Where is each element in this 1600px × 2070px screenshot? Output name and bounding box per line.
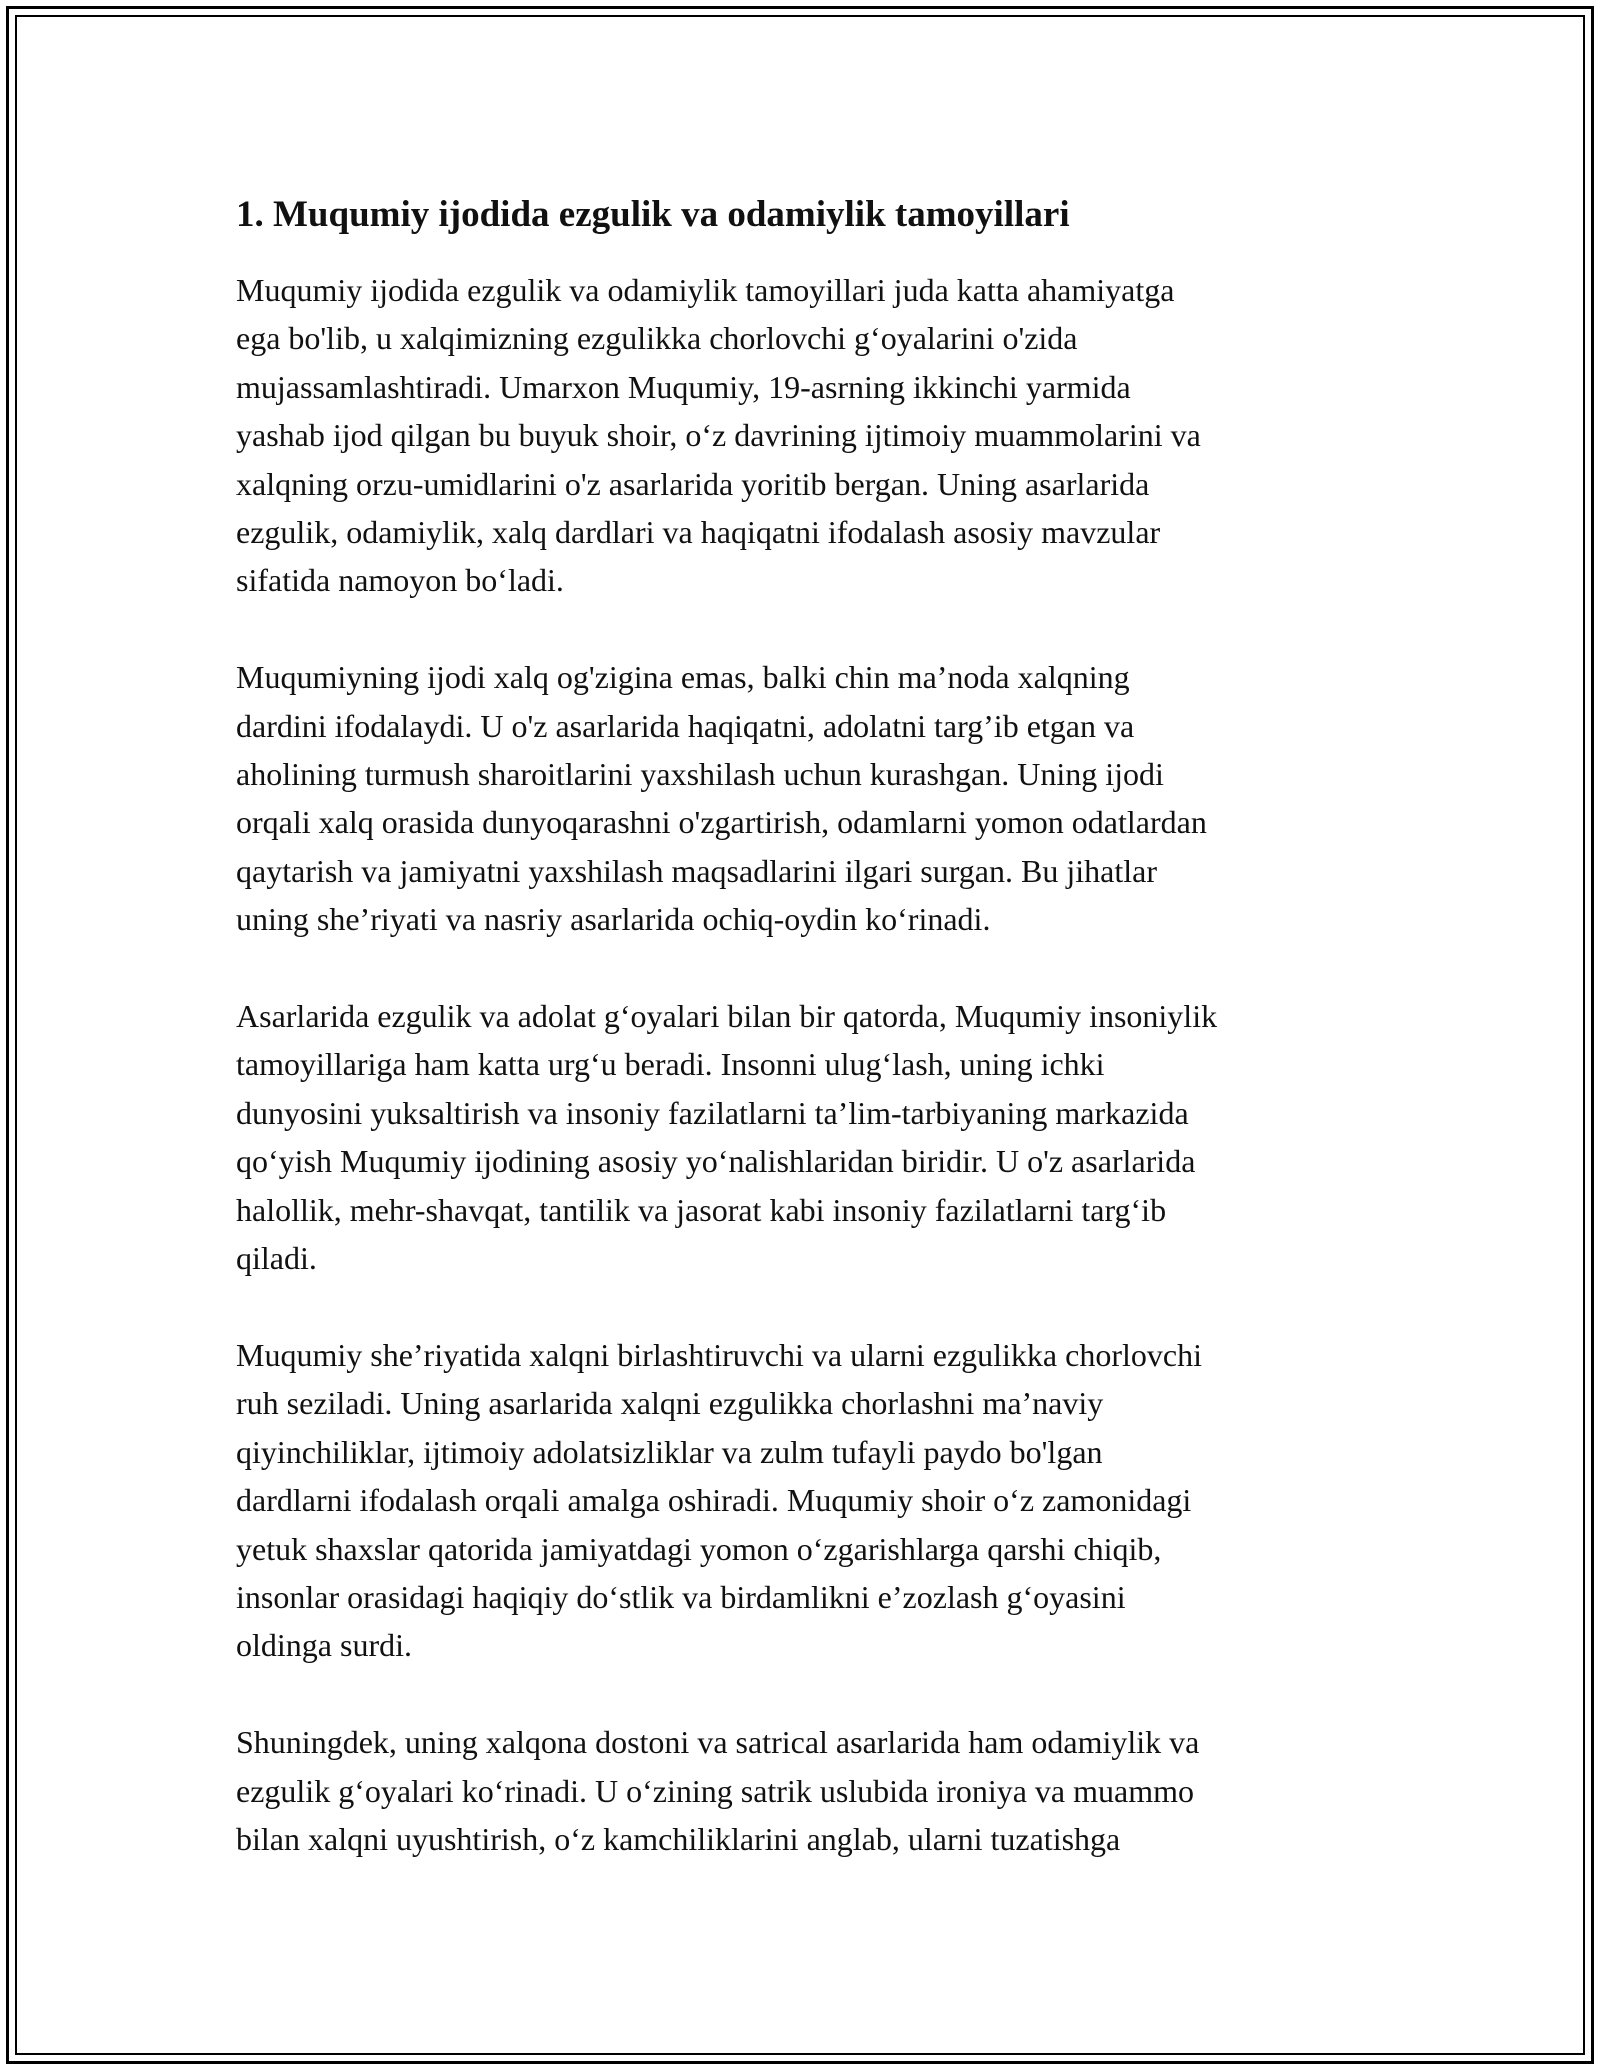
- text-line: orqali xalq orasida dunyoqarashni o'zgartirish, odamlarni yomon odatlardan: [236, 804, 1207, 841]
- text-line: Muqumiyning ijodi xalq og'zigina emas, balki chin ma’noda xalqning: [236, 659, 1130, 696]
- text-line: ruh seziladi. Uning asarlarida xalqni ezgulikka chorlashni ma’naviy: [236, 1385, 1104, 1422]
- text-line: Muqumiy she’riyatida xalqni birlashtiruvchi va ularni ezgulikka chorlovchi: [236, 1336, 1202, 1373]
- text-line: qo‘yish Muqumiy ijodining asosiy yo‘nalishlaridan biridir. U o'z asarlarida: [236, 1143, 1196, 1180]
- text-line: qiyinchiliklar, ijtimoiy adolatsizliklar va zulm tufayli paydo bo'lgan: [236, 1433, 1103, 1470]
- text-line: Muqumiy ijodida ezgulik va odamiylik tamoyillari juda katta ahamiyatga: [236, 272, 1175, 308]
- text-line: insonlar orasidagi haqiqiy do‘stlik va birdamlikni e’zozlash g‘oyasini: [236, 1578, 1126, 1615]
- text-line: dardini ifodalaydi. U o'z asarlarida haqiqatni, adolatni targ’ib etgan va: [236, 707, 1135, 744]
- text-line: xalqning orzu-umidlarini o'z asarlarida yoritib bergan. Uning asarlarida: [236, 465, 1150, 502]
- text-line: qiladi.: [236, 1240, 317, 1277]
- text-line: uning she’riyati va nasriy asarlarida ochiq-oydin ko‘rinadi.: [236, 901, 991, 938]
- text-line: dunyosini yuksaltirish va insoniy fazilatlarni ta’lim-tarbiyaning markazida: [236, 1094, 1189, 1131]
- text-line: halollik, mehr-shavqat, tantilik va jasorat kabi insoniy fazilatlarni targ‘ib: [236, 1191, 1167, 1228]
- text-line: Shuningdek, uning xalqona dostoni va satrical asarlarida ham odamiylik va: [236, 1724, 1200, 1761]
- text-line: Asarlarida ezgulik va adolat g‘oyalari bilan bir qatorda, Muqumiy insoniylik: [236, 998, 1218, 1035]
- text-line: tamoyillariga ham katta urg‘u beradi. Insonni ulug‘lash, uning ichki: [236, 1046, 1105, 1083]
- section-heading: 1. Muqumiy ijodida ezgulik va odamiylik tamoyillari: [236, 194, 1070, 235]
- paragraph-4: [236, 1331, 1366, 1670]
- document-body: [236, 186, 1366, 1912]
- paragraph-5: [236, 1718, 1366, 1863]
- paragraph-3: [236, 992, 1366, 1282]
- text-line: bilan xalqni uyushtirish, o‘z kamchiliklarini anglab, ularni tuzatishga: [236, 1820, 1121, 1857]
- text-line: yashab ijod qilgan bu buyuk shoir, o‘z davrining ijtimoiy muammolarini va: [236, 417, 1201, 454]
- text-line: yetuk shaxslar qatorida jamiyatdagi yomon o‘zgarishlarga qarshi chiqib,: [236, 1530, 1162, 1567]
- paragraph-1: [236, 266, 1366, 605]
- text-line: aholining turmush sharoitlarini yaxshilash uchun kurashgan. Uning ijodi: [236, 756, 1164, 793]
- text-line: oldinga surdi.: [236, 1627, 412, 1664]
- text-line: ezgulik g‘oyalari ko‘rinadi. U o‘zining satrik uslubida ironiya va muammo: [236, 1772, 1194, 1809]
- text-line: ezgulik, odamiylik, xalq dardlari va haqiqatni ifodalash asosiy mavzular: [236, 514, 1161, 551]
- text-line: qaytarish va jamiyatni yaxshilash maqsadlarini ilgari surgan. Bu jihatlar: [236, 852, 1157, 889]
- text-line: mujassamlashtiradi. Umarxon Muqumiy, 19-asrning ikkinchi yarmida: [236, 368, 1131, 405]
- text-line: dardlarni ifodalash orqali amalga oshiradi. Muqumiy shoir o‘z zamonidagi: [236, 1482, 1192, 1519]
- text-line: ega bo'lib, u xalqimizning ezgulikka chorlovchi g‘oyalarini o'zida: [236, 320, 1078, 357]
- text-line: sifatida namoyon bo‘ladi.: [236, 562, 564, 599]
- paragraph-2: [236, 653, 1366, 943]
